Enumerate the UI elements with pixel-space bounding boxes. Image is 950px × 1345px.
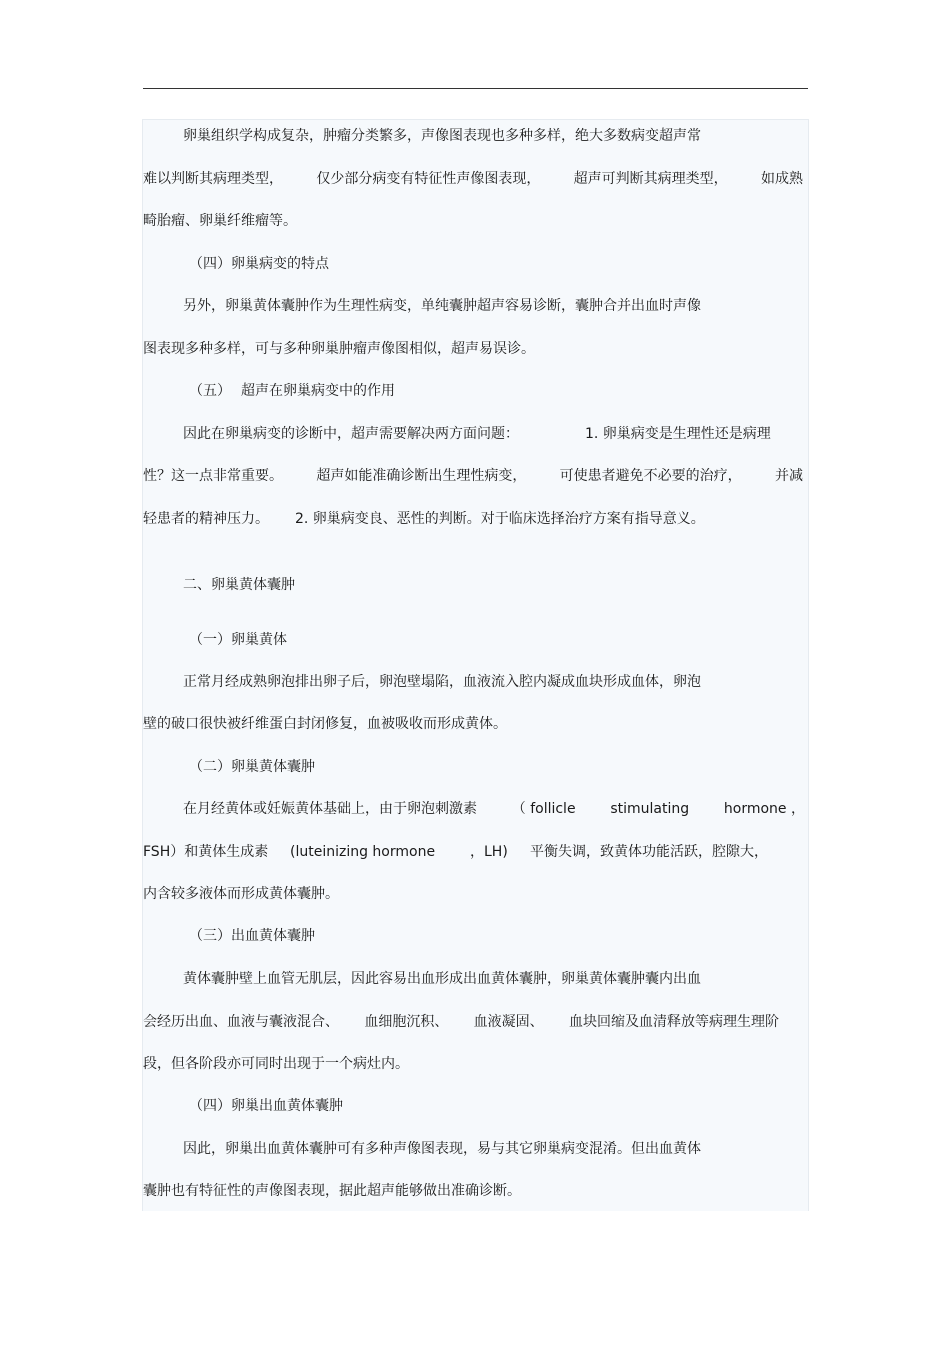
s2-p3-line2 [143, 1013, 779, 1031]
s2-p3-line3: 段，但各阶段亦可同时出现于一个病灶内。 [143, 1056, 409, 1072]
s1-heading-5-num: （五） [189, 383, 231, 399]
s1-p2-line1: 另外，卵巢黄体囊肿作为生理性病变，单纯囊肿超声容易诊断，囊肿合并出血时声像 [183, 298, 701, 314]
s2-p2-line1-part: 在月经黄体或妊娠黄体基础上，由于卵泡刺激素 [183, 801, 477, 817]
s2-p4-line2: 囊肿也有特征性的声像图表现，据此超声能够做出准确诊断。 [143, 1183, 521, 1199]
s1-p3-line2-part: 性？这一点非常重要。 [143, 468, 283, 484]
s1-p1-line2-part: 超声可判断其病理类型， [573, 171, 728, 187]
s1-p3-line2-part: 可使患者避免不必要的治疗， [559, 468, 742, 484]
s2-p3-line2-part: 血液凝固、 [473, 1014, 544, 1030]
s1-p1-line2-part: 难以判断其病理类型， [143, 171, 283, 187]
s2-p3-line1: 黄体囊肿壁上血管无肌层，因此容易出血形成出血黄体囊肿，卵巢黄体囊肿囊内出血 [183, 971, 701, 987]
s2-heading-4: （四）卵巢出血黄体囊肿 [189, 1098, 343, 1114]
s2-p3-line2-part: 会经历出血、血液与囊液混合、 [143, 1014, 339, 1030]
s2-p2-line2-c: ，LH) [470, 844, 508, 860]
s1-p2-line2: 图表现多种多样，可与多种卵巢肿瘤声像图相似，超声易误诊。 [143, 341, 535, 357]
s2-p2-line1-part: hormone ， [723, 801, 805, 817]
s2-p1-line2: 壁的破口很快被纤维蛋白封闭修复，血被吸收而形成黄体。 [143, 716, 507, 732]
s2-p2-line1 [183, 800, 805, 818]
header-rule [143, 88, 808, 89]
s1-p1-line3: 畸胎瘤、卵巢纤维瘤等。 [143, 213, 297, 229]
s2-p2-line3: 内含较多液体而形成黄体囊肿。 [143, 886, 339, 902]
s1-p3-line2-part: 并减 [774, 468, 803, 484]
s2-heading-1: （一）卵巢黄体 [189, 632, 287, 648]
s2-p3-line2-part: 血细胞沉积、 [364, 1014, 449, 1030]
s2-title: 二、卵巢黄体囊肿 [183, 577, 295, 593]
content-panel [142, 119, 809, 1211]
s1-p3-line1-right: 1. 卵巢病变是生理性还是病理 [585, 426, 771, 442]
s1-p3-line1-left: 因此在卵巢病变的诊断中，超声需要解决两方面问题： [183, 426, 519, 442]
s1-p3-line3-right: 2. 卵巢病变良、恶性的判断。对于临床选择治疗方案有指导意义。 [295, 511, 705, 527]
s1-p1-line2-part: 仅少部分病变有特征性声像图表现， [316, 171, 541, 187]
s1-p1-line2-part: 如成熟 [760, 171, 803, 187]
s1-p1-line1: 卵巢组织学构成复杂，肿瘤分类繁多，声像图表现也多种多样，绝大多数病变超声常 [183, 128, 701, 144]
s2-p4-line1: 因此，卵巢出血黄体囊肿可有多种声像图表现，易与其它卵巢病变混淆。但出血黄体 [183, 1141, 701, 1157]
s2-p2-line2-d: 平衡失调，致黄体功能活跃，腔隙大， [530, 844, 768, 860]
s1-p1-line2 [143, 170, 803, 188]
s1-heading-4: （四）卵巢病变的特点 [189, 256, 329, 272]
s2-p2-line1-part: stimulating [610, 801, 690, 817]
s1-p3-line2-part: 超声如能准确诊断出生理性病变， [316, 468, 527, 484]
s2-p2-line1-part: （ follicle [511, 801, 576, 817]
s2-heading-2: （二）卵巢黄体囊肿 [189, 759, 315, 775]
s2-p3-line2-part: 血块回缩及血清释放等病理生理阶 [568, 1014, 779, 1030]
s2-p2-line2-b: (luteinizing hormone [290, 844, 436, 860]
s2-p2-line2-a: FSH）和黄体生成素 [143, 844, 269, 860]
s1-p3-line3-left: 轻患者的精神压力。 [143, 511, 269, 527]
s1-p3-line2 [143, 467, 803, 485]
s2-p1-line1: 正常月经成熟卵泡排出卵子后，卵泡壁塌陷，血液流入腔内凝成血块形成血体，卵泡 [183, 674, 701, 690]
s2-heading-3: （三）出血黄体囊肿 [189, 928, 315, 944]
s1-heading-5-text: 超声在卵巢病变中的作用 [241, 383, 395, 399]
